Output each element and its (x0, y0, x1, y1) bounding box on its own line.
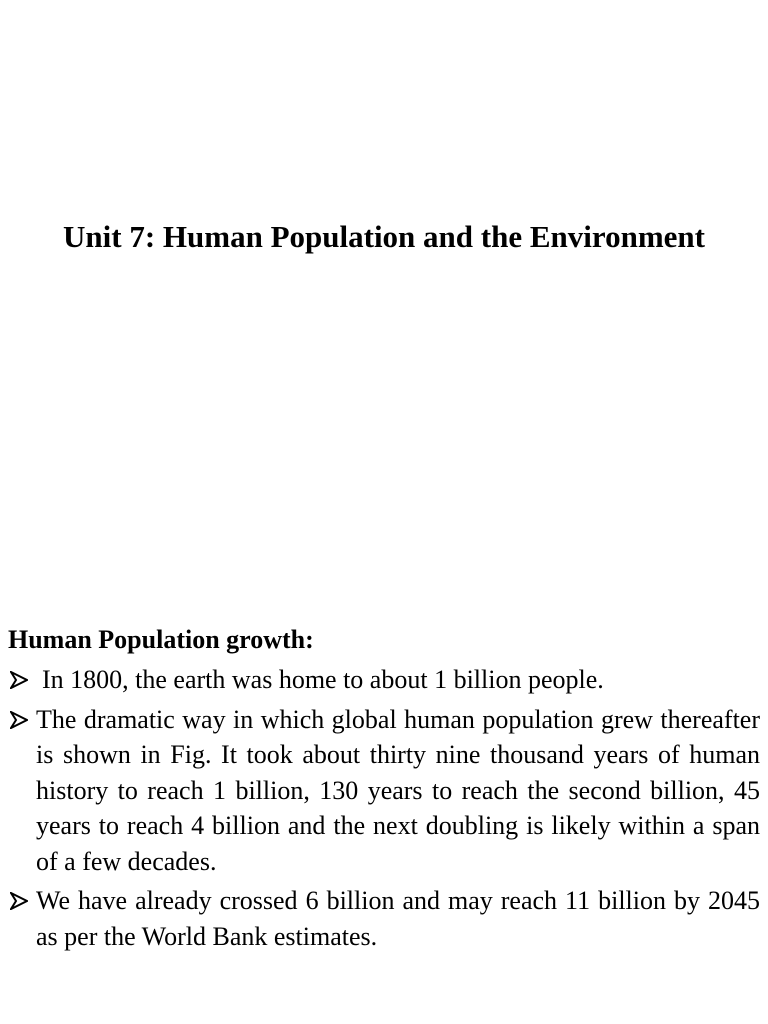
section-heading: Human Population growth: (8, 625, 314, 654)
unit-title: Unit 7: Human Population and the Environment (63, 218, 705, 254)
arrowhead-bullet-icon (8, 883, 34, 918)
list-item (8, 702, 760, 880)
list-item (8, 883, 760, 954)
list-item (8, 662, 760, 698)
population-section (8, 622, 760, 958)
bullet-text: We have already crossed 6 billion and may reach 11 billion by 2045 as per the World Bank estimates. (36, 886, 760, 951)
bullet-text: In 1800, the earth was home to about 1 billion people. (42, 665, 604, 694)
arrowhead-bullet-icon (8, 702, 34, 737)
bullet-list (8, 662, 760, 954)
bullet-text: The dramatic way in which global human population grew thereafter is shown in Fig. It took about thirty nine thousand years of human history to reach 1 billion, 130 years to reach the second billion, 45 years to reach 4 billion and the next doubling is likely within a span of a few decades. (36, 704, 760, 876)
arrowhead-bullet-icon (8, 662, 34, 697)
